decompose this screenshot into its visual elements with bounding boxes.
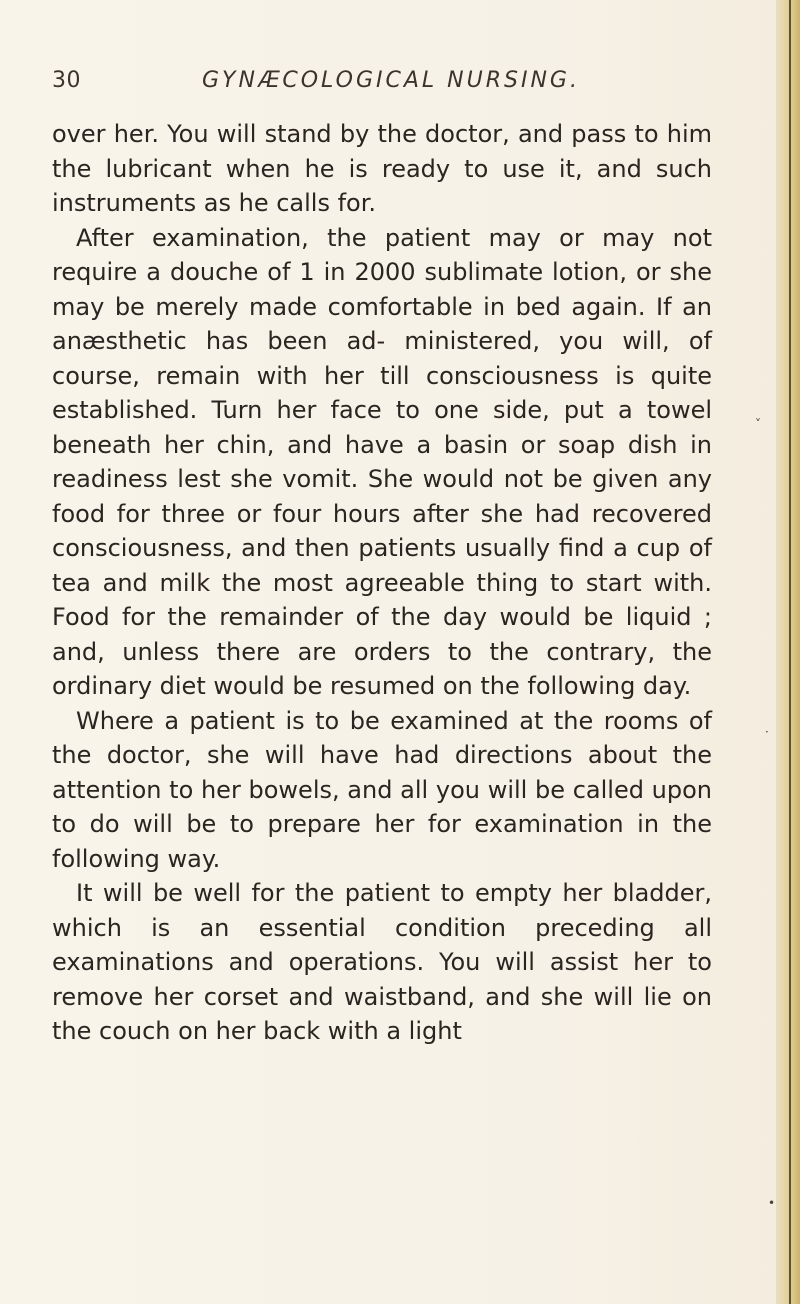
page-number: 30	[52, 68, 81, 93]
page-gutter	[776, 0, 800, 1304]
page-header	[52, 60, 752, 100]
paragraph-1: over her. You will stand by the doctor, and pass to him the lubricant when he is ready to use it, and such instruments as he calls for.	[52, 120, 712, 217]
paragraph-2: After examination, the patient may or may not require a douche of 1 in 2000 sublimate lotion, or she may be merely made comfortable in bed again. If an anæsthetic has been ad- ministered, you will, of course, remain with her till consciousness is quite established. Turn her face to one side, put a towel beneath her chin, and have a basin or soap dish in readiness lest she vomit. She would not be given any food for three or four hours after she had recovered consciousness, and then patients usually find a cup of tea and milk the most agreeable thing to start with. Food for the remainder of the day would be liquid ; and, unless there are orders to the contrary, the ordinary diet would be resumed on the following day.	[52, 223, 712, 700]
margin-speck: ·	[765, 725, 769, 739]
gutter-edge	[789, 0, 791, 1304]
running-title: GYNÆCOLOGICAL NURSING.	[202, 68, 580, 93]
paragraph-4: It will be well for the patient to empty her bladder, which is an essential condition preceding all examinations and operations. You will assist her to remove her corset and waistband, and she will lie on the couch on her back with a light	[52, 879, 712, 1045]
body-text	[52, 117, 712, 1049]
margin-speck: •	[768, 1196, 776, 1210]
margin-speck: ˅	[755, 417, 761, 431]
paragraph-3: Where a patient is to be examined at the rooms of the doctor, she will have had directions about the attention to her bowels, and all you will be called upon to do will be to prepare her for examination in the following way.	[52, 706, 712, 873]
